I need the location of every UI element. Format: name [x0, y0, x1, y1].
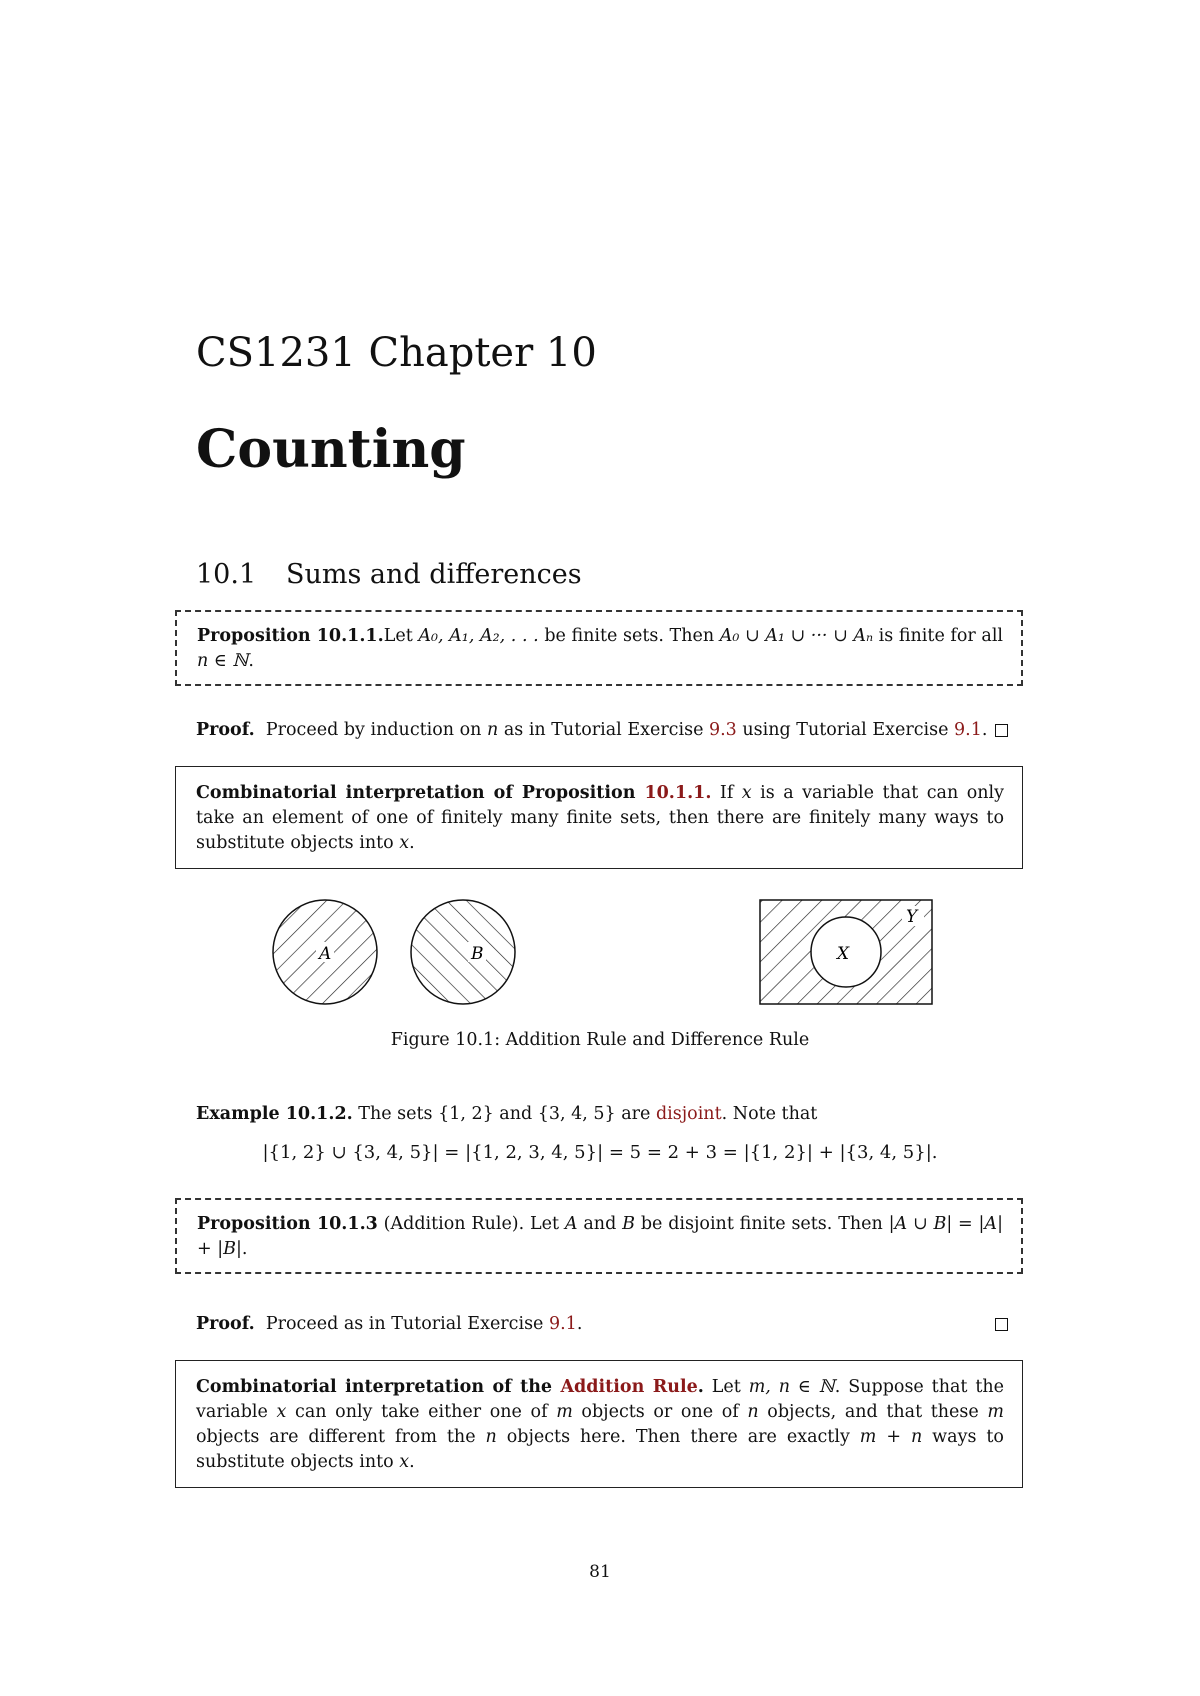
text: Let: [703, 1377, 749, 1397]
text: .: [409, 833, 415, 853]
interpretation-box-1: [175, 766, 1023, 869]
qed-icon: [995, 724, 1008, 737]
text: .: [248, 651, 254, 671]
display-equation: |{1, 2} ∪ {3, 4, 5}| = |{1, 2, 3, 4, 5}| = 5 = 2 + 3 = |{1, 2}| + |{3, 4, 5}|.: [262, 1142, 938, 1163]
text: Proceed by induction on: [265, 720, 487, 740]
text: If: [711, 783, 742, 803]
set-y-label: Y: [906, 907, 918, 927]
math: x: [276, 1402, 287, 1422]
set-a-label: A: [319, 944, 332, 964]
text: as in Tutorial Exercise: [498, 720, 709, 740]
math: n: [485, 1427, 497, 1447]
text: The sets {1, 2} and {3, 4, 5} are: [352, 1104, 656, 1124]
figure-caption: Figure 10.1: Addition Rule and Difference Rule: [390, 1030, 810, 1050]
exercise-link[interactable]: 9.1: [548, 1314, 577, 1334]
interpretation-box-2: [175, 1360, 1023, 1488]
proof-label: Proof.: [196, 1314, 255, 1334]
proof-1: [196, 718, 1008, 743]
text: .: [697, 1377, 704, 1397]
chapter-title: Counting: [196, 419, 466, 480]
math: A₀, A₁, A₂, . . .: [418, 626, 539, 646]
math: x: [399, 833, 410, 853]
text: . Suppose that the variable: [196, 1377, 1005, 1422]
text: objects here. Then there are exactly: [496, 1427, 860, 1447]
text: .: [576, 1314, 583, 1334]
math: x: [399, 1452, 410, 1472]
text: be disjoint finite sets. Then: [634, 1214, 889, 1234]
proposition-name: (Addition Rule).: [377, 1214, 525, 1234]
set-x-label: X: [837, 944, 850, 964]
math: m + n: [859, 1427, 923, 1447]
math: n: [487, 720, 499, 740]
text: can only take either one of: [286, 1402, 557, 1422]
qed-icon: [995, 1318, 1008, 1331]
text: using Tutorial Exercise: [736, 720, 955, 740]
text: Let: [383, 626, 419, 646]
addition-rule-link[interactable]: Addition Rule: [560, 1377, 698, 1397]
section-title: Sums and differences: [286, 559, 582, 590]
set-x-circle: [811, 917, 881, 987]
set-a-circle: [273, 900, 377, 1004]
proposition-label: Proposition 10.1.1.: [197, 626, 384, 646]
text: objects, and that these: [758, 1402, 988, 1422]
math: m: [987, 1402, 1004, 1422]
text: .: [981, 720, 988, 740]
math: m, n ∈ ℕ: [748, 1377, 835, 1397]
text: Proceed as in Tutorial Exercise: [265, 1314, 549, 1334]
math: n: [747, 1402, 759, 1422]
example-label: Example 10.1.2.: [196, 1104, 353, 1124]
math: m: [556, 1402, 573, 1422]
proof-label: Proof.: [196, 720, 255, 740]
definition-link-disjoint[interactable]: disjoint: [655, 1104, 722, 1124]
interpretation-label: Combinatorial interpretation of Proposition: [196, 783, 645, 803]
proposition-10-1-1: [175, 610, 1023, 686]
page-number: 81: [589, 1562, 611, 1582]
text: is finite for all: [873, 626, 1004, 646]
math: A: [564, 1214, 578, 1234]
text: is a variable that can only take an element of one of finitely many finite sets, then there are finitely many ways to substitute objects into: [196, 783, 1004, 853]
math: A₀ ∪ A₁ ∪ ··· ∪ Aₙ: [719, 626, 874, 646]
text: ways to substitute objects into: [196, 1427, 1004, 1472]
math: |A ∪ B| = |A| + |B|: [197, 1214, 1003, 1259]
math: x: [741, 783, 752, 803]
text: Let: [524, 1214, 565, 1234]
text: be finite sets. Then: [538, 626, 720, 646]
set-b-label: B: [471, 944, 484, 964]
proposition-label: Proposition 10.1.3: [197, 1214, 378, 1234]
chapter-label: CS1231 Chapter 10: [196, 330, 597, 376]
proof-2: [196, 1312, 1008, 1337]
figure-10-1: [0, 890, 1200, 1020]
math: n ∈ ℕ: [197, 651, 249, 671]
text: objects are different from the: [196, 1427, 486, 1447]
text: and: [577, 1214, 623, 1234]
proposition-10-1-3: [175, 1198, 1023, 1274]
exercise-link[interactable]: 9.3: [708, 720, 737, 740]
text: . Note that: [721, 1104, 818, 1124]
text: .: [409, 1452, 415, 1472]
proposition-link[interactable]: 10.1.1.: [644, 783, 712, 803]
text: objects or one of: [572, 1402, 748, 1422]
set-b-circle: [411, 900, 515, 1004]
example-10-1-2: [196, 1102, 1008, 1127]
section-number: 10.1: [196, 559, 257, 590]
text: .: [241, 1239, 248, 1259]
math: B: [622, 1214, 635, 1234]
section-heading: [196, 558, 582, 592]
exercise-link[interactable]: 9.1: [954, 720, 982, 740]
interpretation-label: Combinatorial interpretation of the: [196, 1377, 561, 1397]
